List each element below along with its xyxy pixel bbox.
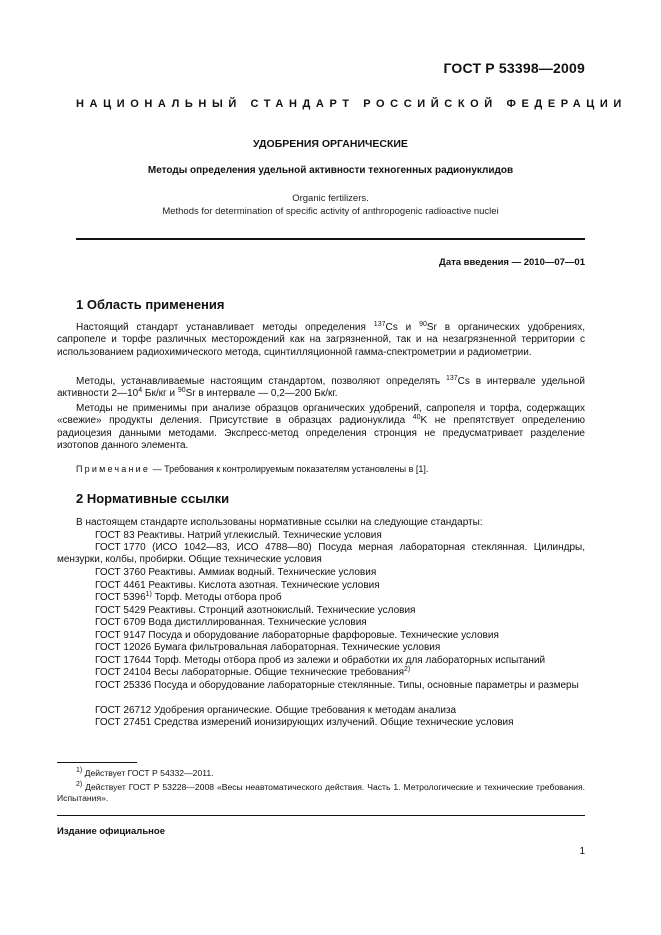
- page-number: 1: [579, 846, 585, 857]
- reference-title: Реактивы. Аммиак водный. Технические условия: [145, 567, 377, 578]
- footnote-divider: [57, 762, 137, 763]
- reference-code: ГОСТ 26712: [95, 705, 152, 716]
- footnote-1: $^{1)}$ Действует ГОСТ Р 54332—2011.: [76, 767, 214, 778]
- reference-code: ГОСТ 27451: [95, 717, 152, 728]
- reference-code: ГОСТ 1770: [95, 542, 146, 553]
- reference-title: Посуда и оборудование лабораторные стеклянные. Типы, основные параметры и размеры: [151, 680, 579, 691]
- section-2-intro: В настоящем стандарте использованы нормативные ссылки на следующие стандарты:: [76, 517, 483, 528]
- reference-item: [57, 617, 585, 629]
- reference-item: [57, 580, 585, 592]
- reference-item: [57, 667, 585, 679]
- national-standard-banner: НАЦИОНАЛЬНЫЙ СТАНДАРТ РОССИЙСКОЙ ФЕДЕРАЦИИ: [76, 98, 627, 110]
- english-title-line-1: Organic fertilizers.: [292, 193, 369, 204]
- section-1-paragraph-1: Настоящий стандарт устанавливает методы определения $^{137}$Cs и $^{90}$Sr в органических удобрениях, сапропеле и торфе различных месторождений как на загрязненной, так и на незагрязненной территории с использованием радиохимического метода, сцинтилляционной гамма-спектрометрии и радиометрии.: [57, 321, 585, 358]
- reference-code: ГОСТ 24104: [95, 667, 152, 678]
- reference-code: ГОСТ 83: [95, 530, 135, 541]
- reference-item: [57, 717, 585, 729]
- reference-code: ГОСТ 3760: [95, 567, 146, 578]
- english-title: [76, 192, 585, 218]
- reference-title: Реактивы. Стронций азотнокислый. Технические условия: [145, 605, 416, 616]
- footer-divider: [57, 815, 585, 816]
- reference-code: ГОСТ 9147: [95, 630, 146, 641]
- section-1-heading: 1 Область применения: [76, 297, 225, 312]
- section-2-heading: 2 Нормативные ссылки: [76, 491, 230, 506]
- reference-title: Удобрения органические. Общие требования к методам анализа: [151, 705, 457, 716]
- reference-title: Средства измерений ионизирующих излучений. Общие технические условия: [151, 717, 514, 728]
- reference-code: ГОСТ 12026: [95, 642, 152, 653]
- reference-item: [57, 542, 585, 567]
- reference-item: [57, 680, 585, 692]
- section-1-paragraph-3: Методы не применимы при анализе образцов органических удобрений, сапропеля и торфа, содержащих «свежие» продукты деления. Присутствие в образцах радионуклида $^{40}$K не препятствует определению радиоцезия данными методами. Экспресс-метод определения стронция не предусматривает разделение изотопов данного элемента.: [57, 403, 585, 452]
- reference-title: Реактивы. Кислота азотная. Технические условия: [145, 580, 380, 591]
- introduction-date: Дата введения — 2010—07—01: [439, 257, 585, 268]
- reference-item: [57, 705, 585, 717]
- reference-code: ГОСТ 5396: [95, 592, 146, 603]
- title-divider: [76, 238, 585, 240]
- reference-item: [57, 642, 585, 654]
- document-title: УДОБРЕНИЯ ОРГАНИЧЕСКИЕ: [253, 138, 408, 150]
- reference-item: [57, 567, 585, 579]
- english-title-line-2: Methods for determination of specific activity of anthropogenic radioactive nuclei: [162, 206, 499, 217]
- reference-title: Посуда и оборудование лабораторные фарфоровые. Технические условия: [145, 630, 499, 641]
- official-edition-label: Издание официальное: [57, 826, 165, 837]
- footnote-marker: 2): [404, 666, 411, 674]
- reference-code: ГОСТ 4461: [95, 580, 146, 591]
- reference-code: ГОСТ 6709: [95, 617, 146, 628]
- reference-item: [57, 530, 585, 542]
- reference-code: ГОСТ 25336: [95, 680, 152, 691]
- reference-title: Весы лабораторные. Общие технические требования: [151, 667, 405, 678]
- footnote-marker: 1): [145, 591, 152, 599]
- standard-number: ГОСТ Р 53398—2009: [443, 60, 585, 76]
- reference-title: Торф. Методы отбора проб: [151, 592, 282, 603]
- note-label: Примечание: [76, 464, 151, 474]
- reference-code: ГОСТ 5429: [95, 605, 146, 616]
- note-text: — Требования к контролируемым показателям установлены в [1].: [150, 464, 429, 474]
- reference-item: [57, 655, 585, 667]
- section-1-note: [76, 463, 585, 475]
- reference-item: [57, 605, 585, 617]
- reference-item: [57, 592, 585, 604]
- reference-code: ГОСТ 17644: [95, 655, 152, 666]
- reference-title: Бумага фильтровальная лабораторная. Технические условия: [151, 642, 441, 653]
- section-1-paragraph-2: Методы, устанавливаемые настоящим стандартом, позволяют определять $^{137}$Cs в интервале удельной активности $2—10^4$ Бк/кг и $^{90}$Sr в интервале — 0,2—200 Бк/кг.: [57, 375, 585, 400]
- reference-title: (ИСО 1042—83, ИСО 4788—80) Посуда мерная лабораторная стеклянная. Цилиндры, мензурки, колбы, пробирки. Общие технические условия: [57, 542, 585, 566]
- reference-title: Торф. Методы отбора проб из залежи и обработки их для лабораторных испытаний: [151, 655, 546, 666]
- document-subtitle: Методы определения удельной активности техногенных радионуклидов: [147, 165, 514, 176]
- reference-title: Реактивы. Натрий углекислый. Технические условия: [134, 530, 382, 541]
- footnote-2: $^{2)}$ Действует ГОСТ Р 53228—2008 «Весы неавтоматического действия. Часть 1. Метрологические и технические требования. Испытания».: [57, 781, 585, 803]
- reference-item: [57, 630, 585, 642]
- reference-title: Вода дистиллированная. Технические условия: [145, 617, 367, 628]
